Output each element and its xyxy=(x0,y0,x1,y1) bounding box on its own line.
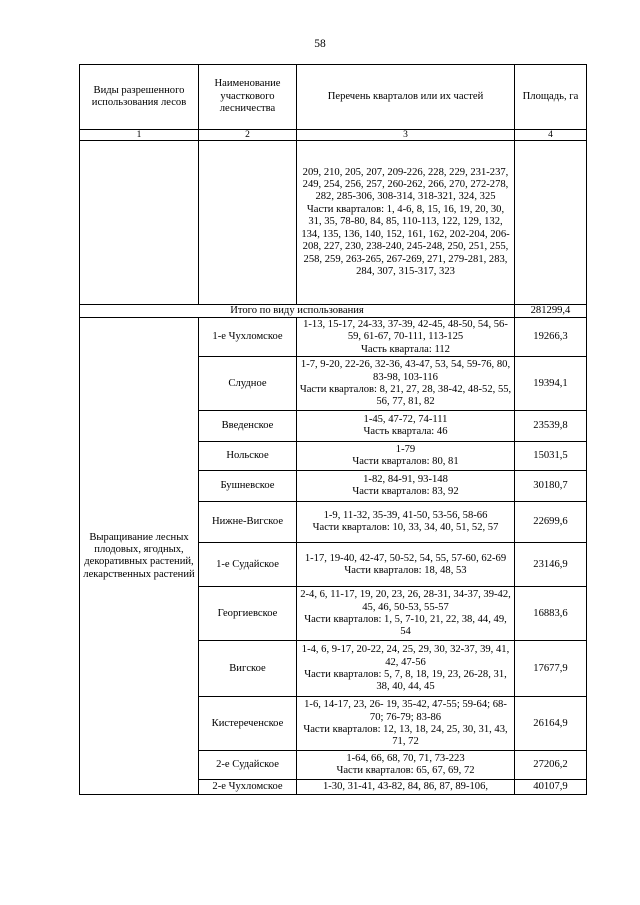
quarters-cell xyxy=(297,543,515,587)
quarters-list: 1-7, 9-20, 22-26, 32-36, 43-47, 53, 54, 59-76, 80, 83-98, 103-116 xyxy=(300,359,511,383)
quarters-cell xyxy=(297,641,515,697)
quarters-list: 1-64, 66, 68, 70, 71, 73-223 xyxy=(346,753,465,764)
continuation-quarters-cell xyxy=(297,141,515,305)
quarter-parts: Части кварталов: 80, 81 xyxy=(352,456,459,468)
forest-use-table xyxy=(79,64,587,795)
column-number: 2 xyxy=(199,130,297,141)
quarters-cell xyxy=(297,587,515,641)
forestry-name: Вигское xyxy=(199,641,297,697)
area-value: 23539,8 xyxy=(515,411,587,442)
quarters-cell xyxy=(297,318,515,357)
quarter-parts: Части кварталов: 83, 92 xyxy=(352,486,459,498)
header-area: Площадь, га xyxy=(515,65,587,130)
area-value: 15031,5 xyxy=(515,442,587,471)
quarters-list: 1-17, 19-40, 42-47, 50-52, 54, 55, 57-60, 62-69 xyxy=(304,552,507,564)
quarters-list: 1-4, 6, 9-17, 20-22, 24, 25, 29, 30, 32-37, 39, 41, 42, 47-56 xyxy=(301,644,510,668)
quarters-list: 209, 210, 205, 207, 209-226, 228, 229, 231-237, 249, 254, 256, 257, 260-262, 266, 270, 272-278, 282, 285-306, 308-314, 318-321, 324, 325 xyxy=(302,166,509,203)
quarter-parts: Часть квартала: 46 xyxy=(363,426,448,438)
area-value: 16883,6 xyxy=(515,587,587,641)
area-value: 23146,9 xyxy=(515,543,587,587)
forestry-name: Нольское xyxy=(199,442,297,471)
quarters-list: 1-30, 31-41, 43-82, 84, 86, 87, 89-106, xyxy=(322,781,489,793)
total-label: Итого по виду использования xyxy=(80,305,515,318)
quarter-parts: Часть квартала: 112 xyxy=(361,343,450,355)
quarter-parts: Части кварталов: 8, 21, 27, 28, 38-42, 48-52, 55, 56, 77, 81, 82 xyxy=(299,383,512,408)
header-use-type: Виды разрешенного использования лесов xyxy=(80,65,199,130)
forestry-name: Бушневское xyxy=(199,471,297,502)
total-area: 281299,4 xyxy=(515,305,587,318)
continuation-use-type-cell xyxy=(80,141,199,305)
table-row xyxy=(80,318,587,357)
area-value: 19266,3 xyxy=(515,318,587,357)
forestry-name: 1-е Судайское xyxy=(199,543,297,587)
quarters-cell xyxy=(297,357,515,411)
quarters-list: 1-9, 11-32, 35-39, 41-50, 53-56, 58-66 xyxy=(323,510,488,521)
forestry-name: Введенское xyxy=(199,411,297,442)
quarter-parts: Части кварталов: 1, 5, 7-10, 21, 22, 38, 44, 49, 54 xyxy=(304,613,507,638)
continuation-row xyxy=(80,141,587,305)
quarters-cell xyxy=(297,502,515,543)
area-value: 30180,7 xyxy=(515,471,587,502)
forestry-name: Нижне-Вигское xyxy=(199,502,297,543)
column-number: 3 xyxy=(297,130,515,141)
quarters-list: 1-45, 47-72, 74-111 xyxy=(363,414,448,425)
use-type-cell: Выращивание лесных плодовых, ягодных, декоративных растений, лекарственных растений xyxy=(80,318,199,795)
column-number: 1 xyxy=(80,130,199,141)
total-row xyxy=(80,305,587,318)
quarter-parts: Части кварталов: 12, 13, 18, 24, 25, 30, 31, 43, 71, 72 xyxy=(303,723,508,748)
column-number: 4 xyxy=(515,130,587,141)
quarters-list: 1-79 xyxy=(395,444,416,455)
quarter-parts: Части кварталов: 18, 48, 53 xyxy=(344,564,467,576)
forestry-name: Слудное xyxy=(199,357,297,411)
area-value: 17677,9 xyxy=(515,641,587,697)
quarters-cell xyxy=(297,411,515,442)
quarters-cell xyxy=(297,442,515,471)
forestry-name: 1-е Чухломское xyxy=(199,318,297,357)
quarters-list: 2-4, 6, 11-17, 19, 20, 23, 26, 28-31, 34-37, 39-42, 45, 46, 50-53, 55-57 xyxy=(300,589,511,613)
forestry-name: 2-е Судайское xyxy=(199,751,297,780)
quarters-list: 1-82, 84-91, 93-148 xyxy=(363,474,448,485)
page-number: 58 xyxy=(314,38,326,50)
header-forestry: Наименование участкового лесничества xyxy=(199,65,297,130)
continuation-forestry-cell xyxy=(199,141,297,305)
area-value: 19394,1 xyxy=(515,357,587,411)
continuation-area-cell xyxy=(515,141,587,305)
quarters-cell xyxy=(297,471,515,502)
quarters-list: 1-13, 15-17, 24-33, 37-39, 42-45, 48-50, 54, 56-59, 61-67, 70-111, 113-125 xyxy=(303,318,508,343)
quarters-list: 1-6, 14-17, 23, 26- 19, 35-42, 47-55; 59-64; 68-70; 76-79; 83-86 xyxy=(304,699,507,723)
quarters-cell xyxy=(297,751,515,780)
quarters-cell xyxy=(297,697,515,751)
forestry-name: Кистереченское xyxy=(199,697,297,751)
forestry-name: 2-е Чухломское xyxy=(199,780,297,795)
header-quarters: Перечень кварталов или их частей xyxy=(297,65,515,130)
column-number-row xyxy=(80,130,587,141)
quarters-cell xyxy=(297,780,515,795)
area-value: 26164,9 xyxy=(515,697,587,751)
quarter-parts: Части кварталов: 5, 7, 8, 18, 19, 23, 26-28, 31, 38, 40, 44, 45 xyxy=(304,668,507,693)
quarter-parts: Части кварталов: 10, 33, 34, 40, 51, 52, 57 xyxy=(312,522,499,534)
quarter-parts: Части кварталов: 65, 67, 69, 72 xyxy=(336,765,475,777)
area-value: 27206,2 xyxy=(515,751,587,780)
area-value: 40107,9 xyxy=(515,780,587,795)
area-value: 22699,6 xyxy=(515,502,587,543)
forestry-name: Георгиевское xyxy=(199,587,297,641)
quarter-parts: Части кварталов: 1, 4-6, 8, 15, 16, 19, 20, 30, 31, 35, 78-80, 84, 85, 110-113, 122, 129, 132, 134, 135, 136, 140, 152, 161, 162, 202-204, 206-208, 227, 230, 238-240, 245-248, 250, 251, 255, 258, 259, 263-265, 267-269, 271, 279-281, 283, 284, 307, 315-317, 323 xyxy=(301,203,510,277)
header-row xyxy=(80,65,587,130)
